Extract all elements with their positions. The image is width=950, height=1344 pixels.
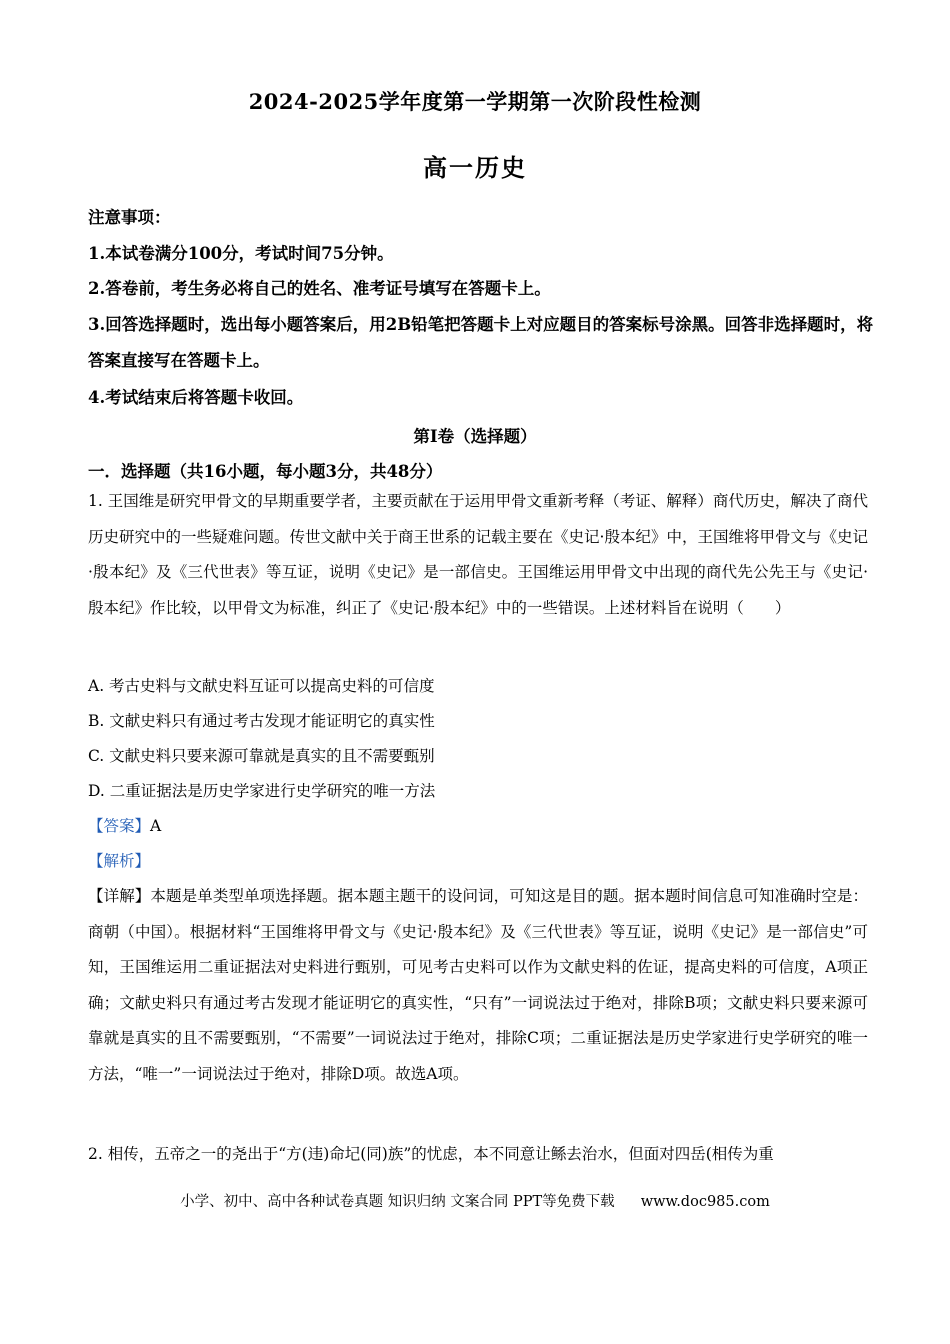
part-title: 一．选择题（共16小题，每小题3分，共48分） bbox=[88, 462, 443, 481]
notice-item-4: 4.考试结束后将答题卡收回。 bbox=[88, 388, 304, 407]
question-1-option-b: B. 文献史料只有通过考古发现才能证明它的真实性 bbox=[88, 712, 435, 730]
question-1-analysis-label: 【解析】 bbox=[88, 852, 151, 870]
question-1-detail: 【详解】本题是单类型单项选择题。据本题主题干的设问词，可知这是目的题。据本题时间信息可知准确时空是：商朝（中国）。根据材料“王国维将甲骨文与《史记·殷本纪》及《三代世表》等互证，说明《史记》是一部信史”可知，王国维运用二重证据法对史料进行甄别，可见考古史料可以作为文献史料的佐证，提高史料的可信度，A项正确；文献史料只有通过考古发现才能证明它的真实性，“只有”一词说法过于绝对，排除B项；文献史料只要来源可靠就是真实的且不需要甄别，“不需要”一词说法过于绝对，排除C项；二重证据法是历史学家进行史学研究的唯一方法，“唯一”一词说法过于绝对，排除D项。故选A项。 bbox=[88, 887, 868, 1083]
exam-title: 2024-2025学年度第一学期第一次阶段性检测 bbox=[248, 89, 702, 114]
question-2-stem: 2. 相传，五帝之一的尧出于“方(违)命圮(同)族”的忧虑，本不同意让鲧去治水，但面对四岳(相传为重 bbox=[88, 1145, 774, 1163]
question-1-answer bbox=[88, 809, 161, 844]
question-1-stem: 1. 王国维是研究甲骨文的早期重要学者，主要贡献在于运用甲骨文重新考释（考证、解释）商代历史，解决了商代历史研究中的一些疑难问题。传世文献中关于商王世系的记载主要在《史记·殷本纪》中，王国维将甲骨文与《史记·殷本纪》及《三代世表》等互证，说明《史记》是一部信史。王国维运用甲骨文中出现的商代先公先王与《史记·殷本纪》作比较，以甲骨文为标准，纠正了《史记·殷本纪》中的一些错误。上述材料旨在说明（ ） bbox=[88, 492, 868, 617]
notice-item-2: 2.答卷前，考生务必将自己的姓名、准考证号填写在答题卡上。 bbox=[88, 279, 551, 298]
footer-text: 小学、初中、高中各种试卷真题 知识归纳 文案合同 PPT等免费下载 bbox=[180, 1194, 615, 1210]
question-1-option-d: D. 二重证据法是历史学家进行史学研究的唯一方法 bbox=[88, 782, 436, 800]
question-1-option-c: C. 文献史料只要来源可靠就是真实的且不需要甄别 bbox=[88, 747, 435, 765]
section-title: 第Ⅰ卷（选择题） bbox=[413, 427, 537, 446]
exam-subject: 高一历史 bbox=[423, 153, 527, 182]
footer-url: www.doc985.com bbox=[640, 1194, 770, 1210]
answer-label: 【答案】 bbox=[88, 817, 151, 835]
answer-value: A bbox=[150, 817, 162, 835]
notice-heading: 注意事项： bbox=[88, 208, 171, 227]
footer bbox=[0, 1190, 950, 1211]
question-1-option-a: A. 考古史料与文献史料互证可以提高史料的可信度 bbox=[88, 677, 435, 695]
notice-item-1: 1.本试卷满分100分，考试时间75分钟。 bbox=[88, 244, 394, 263]
notice-item-3: 3.回答选择题时，选出每小题答案后，用2B铅笔把答题卡上对应题目的答案标号涂黑。回答非选择题时，将答案直接写在答题卡上。 bbox=[88, 315, 874, 370]
